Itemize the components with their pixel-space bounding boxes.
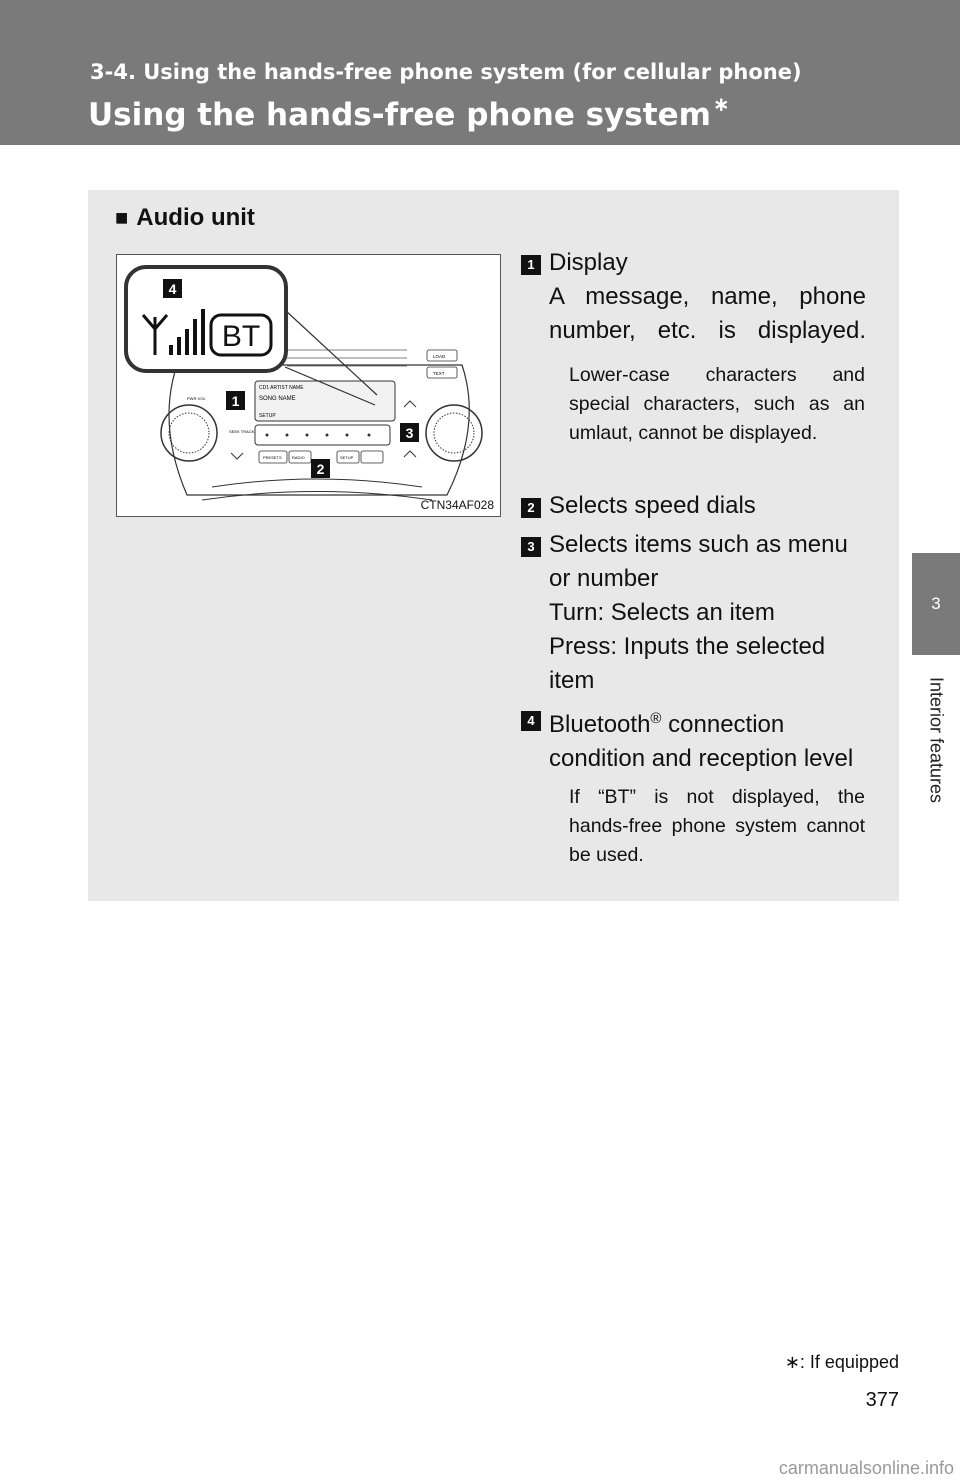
text-button-label: TEXT — [433, 371, 445, 376]
figure-id: CTN34AF028 — [420, 498, 494, 512]
callout-3-label: 3 — [405, 425, 414, 441]
setup-button-label: SETUP — [340, 455, 354, 460]
volume-knob-inner — [169, 413, 209, 453]
play-pause-button — [361, 451, 383, 463]
asterisk-icon: ∗ — [784, 1352, 800, 1372]
callout-2-label: 2 — [316, 461, 325, 477]
item-title-bluetooth: Bluetooth — [549, 711, 651, 738]
note-bt-indicator: If “BT” is not displayed, the hands-free phone system cannot be used. — [569, 786, 865, 866]
item-number-marker: 3 — [521, 537, 541, 557]
console-lower-edge — [202, 492, 432, 501]
page-title-text: Using the hands-free phone system — [88, 97, 711, 133]
page-header — [0, 0, 960, 145]
item-description: A message, name, phone number, etc. is displayed. — [549, 283, 866, 344]
square-bullet-icon: ■ — [115, 205, 129, 230]
chevron-up-icon-2 — [404, 401, 416, 407]
radio-button-label: RADIO — [292, 455, 305, 460]
item-title — [549, 702, 866, 776]
console-slot — [212, 479, 422, 487]
item-turn-line: Turn: Selects an item — [549, 599, 775, 626]
item-number-marker: 1 — [521, 255, 541, 275]
display-line-1: CD1 ARTIST NAME — [259, 385, 304, 391]
section-label: 3-4. Using the hands-free phone system (for cellular phone) — [90, 60, 802, 84]
item-press-line: Press: Inputs the selected item — [549, 633, 826, 694]
footnote-text: : If equipped — [799, 1352, 899, 1372]
bt-label: BT — [221, 320, 261, 353]
chapter-tab: 3 — [912, 553, 960, 655]
item-title: Display — [549, 249, 628, 276]
chevron-down-icon — [231, 453, 243, 459]
audio-unit-figure — [116, 254, 501, 517]
item-title: Selects speed dials — [549, 492, 756, 519]
item-number-marker: 2 — [521, 498, 541, 518]
audio-unit-illustration — [117, 255, 500, 516]
item-number-marker: 4 — [521, 711, 541, 731]
callout-1-label: 1 — [231, 393, 240, 409]
callout-4-label: 4 — [168, 281, 177, 297]
list-item-select-items — [521, 528, 866, 698]
display-line-2: SONG NAME — [259, 396, 296, 402]
seek-track-label: SEEK TRACK — [229, 429, 255, 434]
load-button-label: LOAD — [433, 354, 446, 359]
list-item-speed-dials — [521, 489, 866, 523]
display-line-3: SETUP — [259, 413, 276, 419]
item-title: Selects items such as menu or number — [549, 531, 848, 592]
watermark: carmanualsonline.info — [778, 1458, 954, 1478]
footnote — [785, 1352, 899, 1373]
cd-slot-lines — [287, 350, 407, 366]
pwr-vol-label: PWR·VOL — [187, 396, 206, 401]
page-number: 377 — [865, 1389, 899, 1411]
asterisk-icon: ∗ — [712, 92, 730, 116]
chevron-up-icon — [404, 451, 416, 457]
subheading — [115, 204, 255, 232]
list-item-bluetooth — [521, 702, 866, 776]
subheading-text: Audio unit — [136, 204, 255, 231]
chevron-spacer — [404, 457, 410, 463]
chapter-label: Interior features — [926, 676, 947, 804]
note-display-characters: Lower-case characters and special characters, such as an umlaut, cannot be displayed. — [569, 364, 865, 444]
item-title-rest: connection condition and reception level — [549, 711, 854, 772]
registered-mark: ® — [650, 710, 662, 727]
list-item-display — [521, 246, 866, 348]
presets-button-label: PRESETS — [263, 455, 282, 460]
page-title — [88, 92, 730, 133]
